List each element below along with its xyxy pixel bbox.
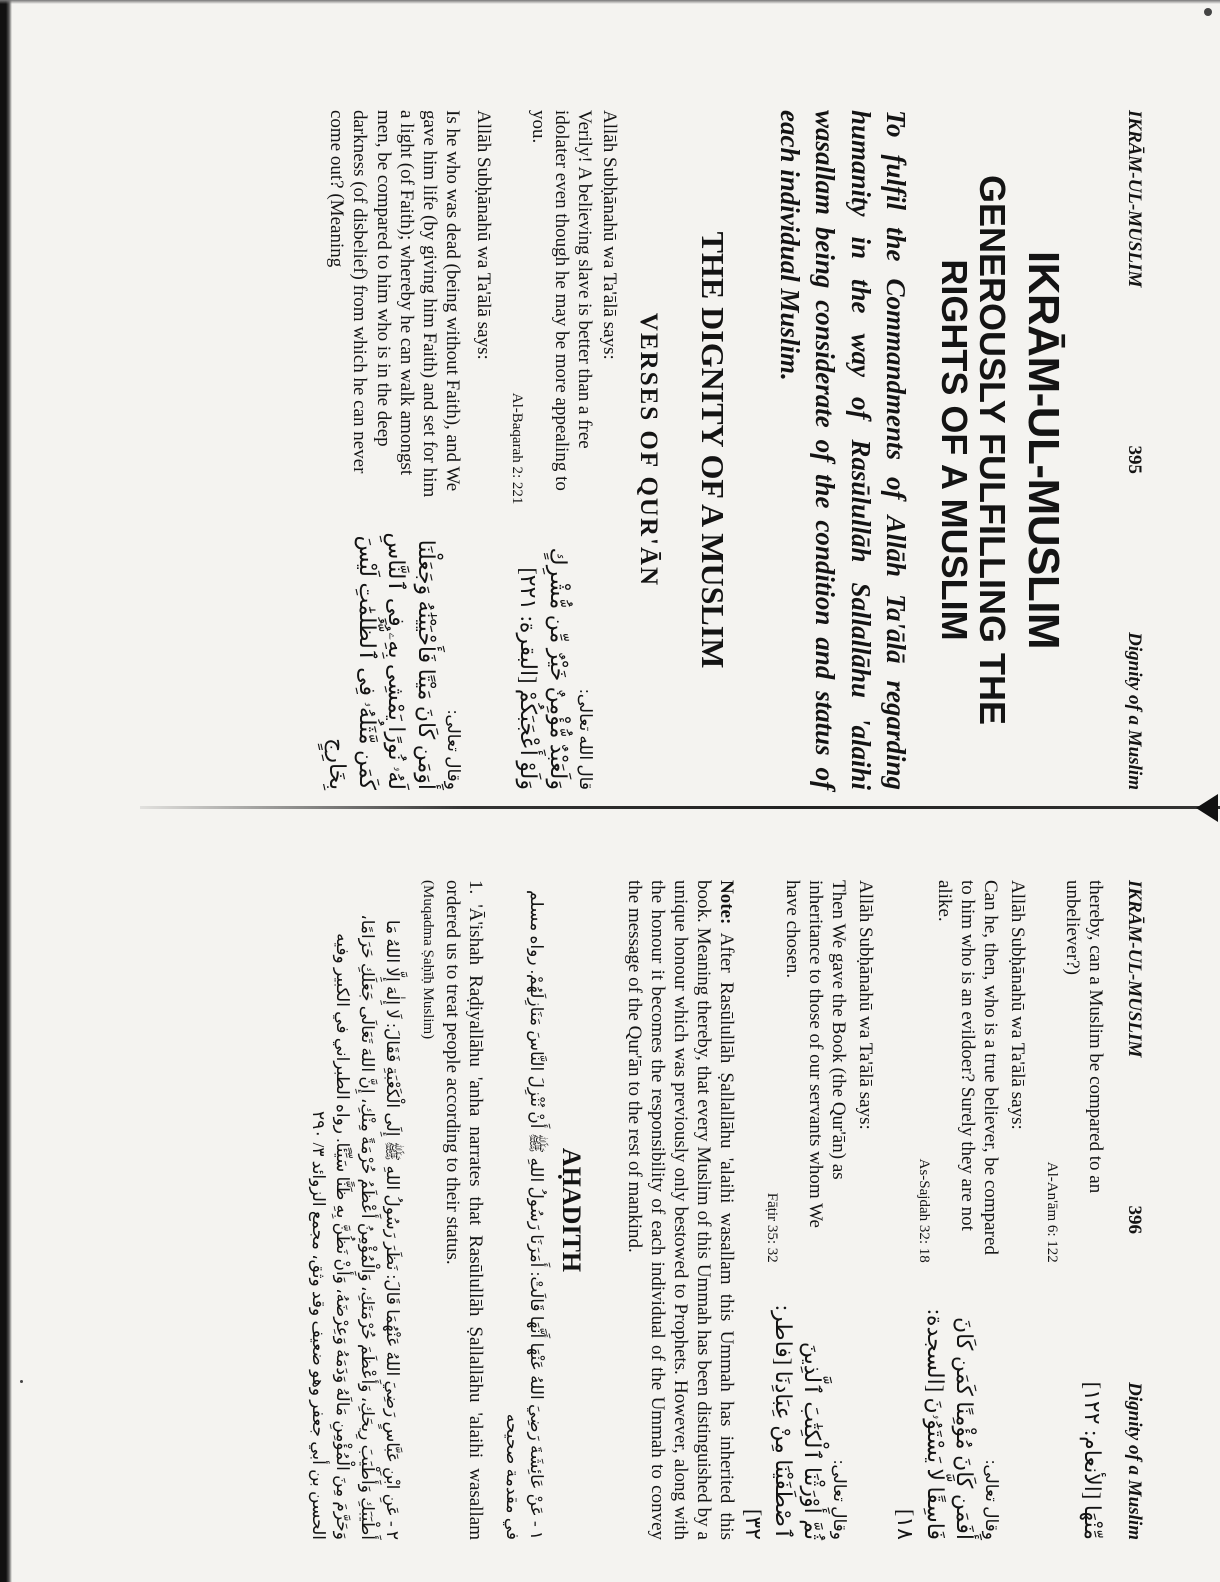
fold-marker — [1196, 794, 1218, 822]
verse-text: Then We gave the Book (the Qur'ān) as inheritance to those of our servants whom We have chosen. — [782, 880, 850, 1228]
running-head — [1115, 880, 1145, 1540]
verse-text: Can he, then, who is a true believer, be compared to him who is an evildoer? Surely they are not alike. — [934, 880, 1002, 1255]
hadith-translation — [418, 880, 488, 1540]
page-fold-line — [140, 806, 1220, 809]
verse-intro: Allāh Subḥānahū wa Ta'ālā says: — [473, 110, 495, 360]
arabic-intro: وقال تعالى: — [444, 709, 464, 790]
verse-text: Is he who was dead (being without Faith), and We gave him life (by giving him Faith) and set for him a light (of Faith); whereby he can walk amongst men, be compared to him who is in the deep darkness (of disbelief) from which he can never come out? (Meaning — [326, 110, 464, 498]
verse-reference: Al-An'ām 6: 122 — [1043, 1161, 1060, 1263]
section-heading: AḤADITH — [557, 1147, 587, 1273]
verse-arabic — [890, 1289, 1002, 1540]
arabic-text: أَوَمَن كَانَ مَيْتًا فَأَحْيَيْنَٰهُ وَجَعَلْنَا لَهُۥ نُورًا يَمْشِى بِهِۦ فِى ٱلنَّاسِ كَمَن مَّثَلُهُۥ فِى ٱلظُّلُمَٰتِ لَيْسَ بِخَارِجٍ — [325, 532, 440, 790]
verse-reference: Fāṭir 35: 32 — [763, 1192, 780, 1263]
chapter-intro: To fulfil the Commandments of Allāh Ta'ālā regarding humanity in the way of Rasūlullāh Sallallāhu 'alaihi wasallam being considerate of the condition and status of each individual Muslim. — [774, 110, 912, 790]
verse-arabic — [322, 532, 464, 790]
verse-translation — [322, 110, 464, 504]
scan-speck — [1204, 8, 1212, 16]
chapter-subtitle — [935, 110, 1011, 790]
page-number: 396 — [1124, 1205, 1145, 1235]
arabic-intro: قال الله تعالى: — [575, 689, 595, 790]
arabic-text: وَلَعَبْدٌ مُّؤْمِنٌ خَيْرٌ مِّن مُّشْرِكٍ وَلَوْ أَعْجَبَكُمْ [البقرة: ٢٢١] — [516, 547, 571, 790]
running-head — [1115, 110, 1145, 790]
chapter-title: IKRĀM-UL-MUSLIM — [1019, 250, 1068, 650]
arabic-text: ثُمَّ أَوْرَثْنَا ٱلْكِتَٰبَ ٱلَّذِينَ ٱصْطَفَيْنَا مِنْ عِبَادِنَا [فاطر: ٣٢] — [741, 1304, 826, 1540]
verse-intro: Allāh Subḥānahū wa Ta'ālā says: — [1007, 880, 1029, 1130]
running-head-chapter: Dignity of a Muslim — [1124, 632, 1145, 790]
verse-block — [322, 110, 464, 790]
scan-top-edge — [0, 0, 1220, 4]
verse-translation — [1042, 880, 1107, 1263]
scan-speck — [20, 1380, 23, 1383]
hadith-reference: (Muqadma Ṣaḥīḥ Muslim) — [419, 880, 436, 1040]
running-head-book: IKRĀM-UL-MUSLIM — [1124, 110, 1145, 288]
subtitle-line-2: RIGHTS OF A MUSLIM — [934, 259, 976, 641]
verse-arabic: مِّنْهَا [الأنعام: ١٢٢] — [1080, 1381, 1105, 1540]
scan-left-edge — [0, 0, 12, 1582]
section-heading: THE DIGNITY OF A MUSLIM — [694, 231, 731, 669]
page-395 — [110, 110, 1145, 790]
verse-block — [508, 110, 596, 790]
verse-continuation — [1042, 880, 1107, 1540]
verse-arabic — [508, 532, 596, 790]
hadith-text: 1. 'Ā'ishah Raḍiyallāhu 'anha narrates that Rasūlullāh Ṣallallāhu 'alaihi wasallam ordered us to treat people according to their status. — [442, 880, 487, 1540]
verse-block — [890, 880, 1002, 1540]
note-paragraph — [623, 880, 739, 1540]
verse-text: thereby, can a Muslim be compared to an unbeliever?) — [1061, 880, 1106, 1194]
running-head-book: IKRĀM-UL-MUSLIM — [1124, 880, 1145, 1058]
arabic-intro: وقال تعالى: — [982, 1459, 1002, 1540]
subtitle-line-1: GENEROUSLY FULFILLING THE — [972, 174, 1013, 726]
arabic-text: أَفَمَن كَانَ مُؤْمِنًا كَمَن كَانَ فَاسِقًا لَّا يَسْتَوُۥنَ [السجدة: ١٨] — [893, 1308, 978, 1540]
verse-arabic — [738, 1289, 850, 1540]
verse-reference: As-Sajdah 32: 18 — [915, 1158, 932, 1263]
subsection-heading: VERSES OF QUR'ĀN — [634, 312, 662, 588]
verse-reference: Al-Baqarah 2: 221 — [509, 392, 526, 505]
note-text: After Rasūlullāh Ṣallallāhu 'alaihi wasallam this Ummah has inherited this book. Meaning thereby, that every Muslim of this Ummah has been distinguished by a unique honour which was previously only bestowed to Prophets. However, along with the honour it becomes the responsibility of each individual of the Ummah to convey the message of the Qur'ān to the rest of mankind. — [623, 880, 738, 1541]
verse-block — [738, 880, 850, 1540]
verse-translation — [890, 880, 1002, 1263]
note-label: Note: — [716, 880, 738, 925]
verse-text: Verily! A believing slave is better than a free idolater even though he may be more appealing to you. — [527, 110, 595, 491]
running-head-chapter: Dignity of a Muslim — [1124, 1382, 1145, 1540]
page-396 — [110, 880, 1145, 1540]
verse-intro: Allāh Subḥānahū wa Ta'ālā says: — [855, 880, 877, 1130]
arabic-intro: وقال تعالى: — [830, 1459, 850, 1540]
page-number: 395 — [1124, 445, 1145, 475]
verse-intro: Allāh Subḥānahū wa Ta'ālā says: — [598, 110, 620, 360]
hadith-arabic: ٢ - عَنِ ابْنِ عَبَّاسٍ رَضِيَ اللهُ عَنْهُمَا قَالَ: نَظَرَ رَسُولُ اللهِ ﷺ إِلَى الْكَعْبَةِ فَقَالَ: لَا إِلٰهَ إِلَّا اللهُ مَا أَطْيَبَكِ وَأَطْيَبَ رِيحَكِ، وَأَعْظَمَ حُرْمَتَكِ، وَالْمُؤْمِنُ أَعْظَمُ حُرْمَةً مِنْكِ، إِنَّ اللهَ تَعَالَى جَعَلَكِ حَرَامًا، وَحَرَّمَ مِنَ الْمُؤْمِنِ مَالَهُ وَدَمَهُ وَعِرْضَهُ، وَأَنْ نَظُنَّ بِهِ ظَنًّا سَيِّئًا. رواه الطبراني في الكبير وفيه الحسن بن أبي جعفر وهو ضعيف وقد وثق، مجمع الزوائد ٣/ ٢٩٠ — [308, 914, 402, 1540]
verse-translation — [738, 880, 850, 1263]
hadith-arabic: ١ - عَنْ عَائِشَةَ رَضِيَ اللهُ عَنْهَا أَنَّهَا قَالَتْ: أَمَرَنَا رَسُولُ اللهِ ﷺ أَنْ نُنْزِلَ النَّاسَ مَنَازِلَهُمْ. رواه مسلم في مقدمة صحيحه — [502, 890, 547, 1540]
verse-translation — [508, 110, 596, 504]
